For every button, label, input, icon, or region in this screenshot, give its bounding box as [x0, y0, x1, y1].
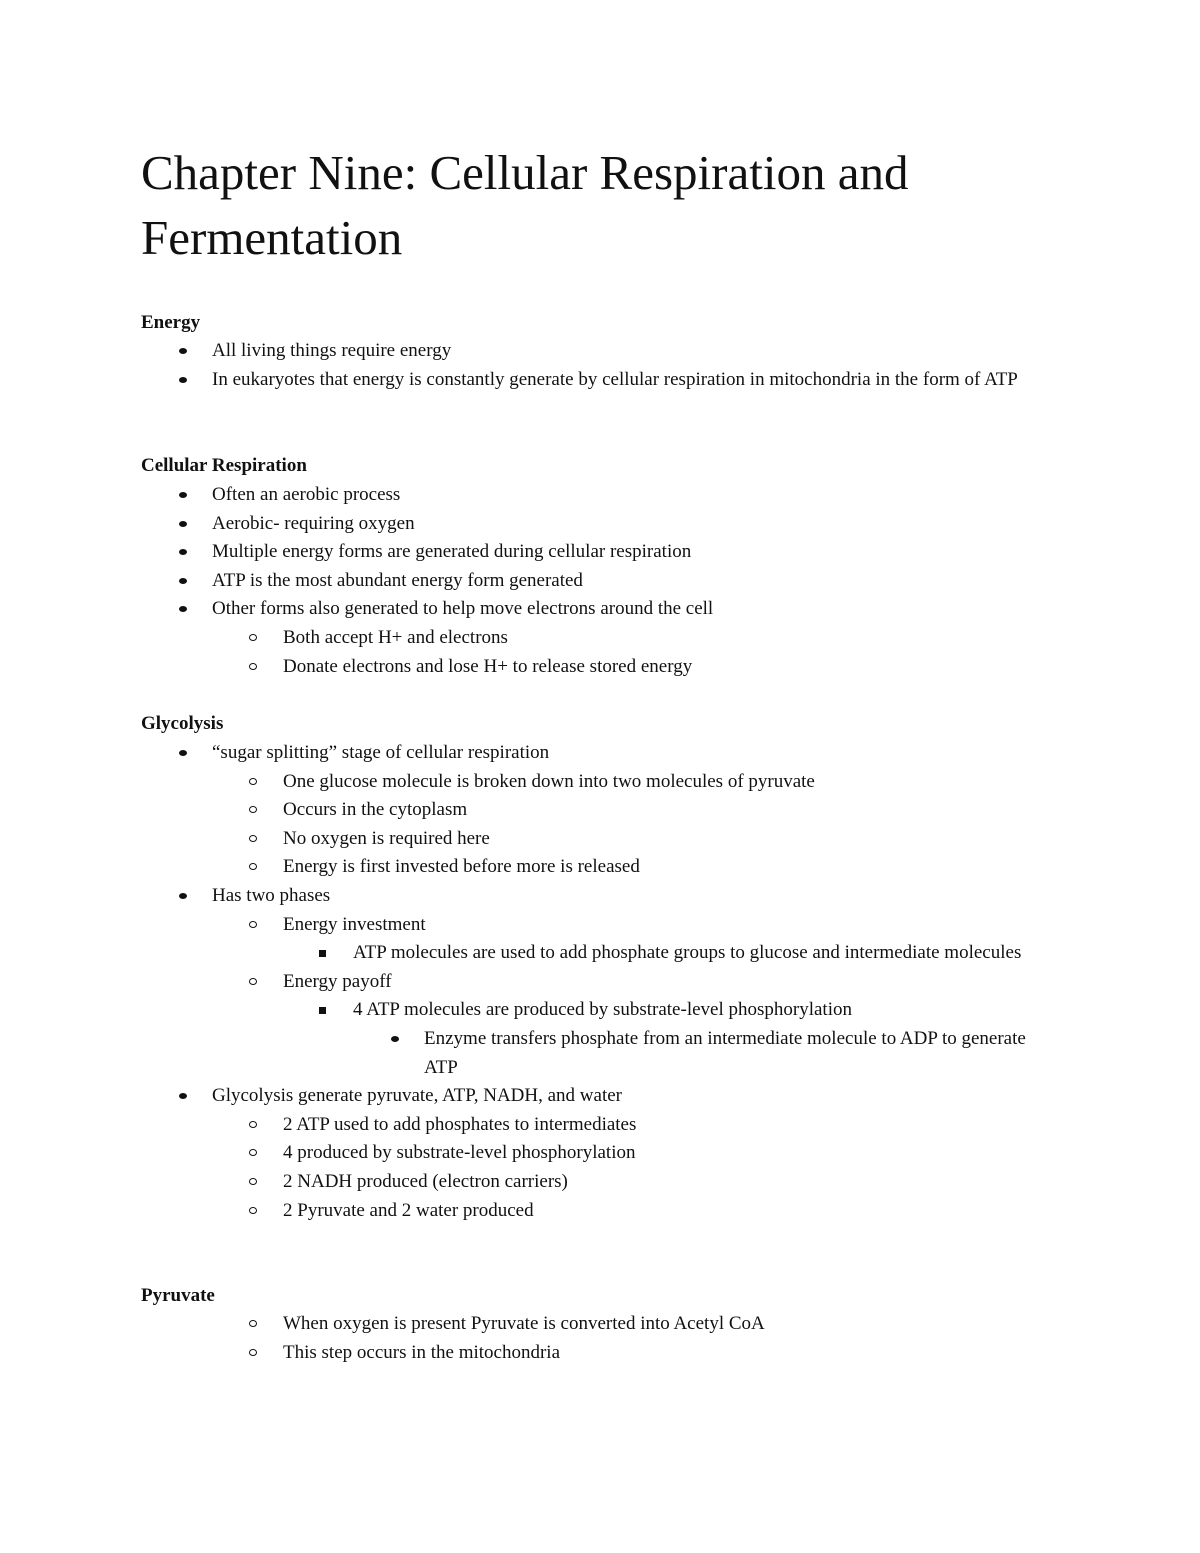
list-item: No oxygen is required here [283, 827, 490, 849]
list-item: Energy investment [283, 913, 426, 935]
list-item: 4 produced by substrate-level phosphorylation [283, 1142, 636, 1164]
list-item: Aerobic- requiring oxygen [212, 512, 415, 534]
pyruvate-list [0, 1310, 1200, 1367]
section-heading-energy: Energy [141, 312, 201, 333]
list-item: Both accept H+ and electrons [283, 626, 508, 648]
list-item: 2 Pyruvate and 2 water produced [283, 1199, 534, 1221]
section-heading-glycolysis: Glycolysis [141, 713, 224, 734]
list-item: When oxygen is present Pyruvate is converted into Acetyl CoA [283, 1313, 765, 1334]
glycolysis-list [0, 739, 1200, 1225]
energy-list [0, 337, 1200, 394]
list-item: Enzyme transfers phosphate from an intermediate molecule to ADP to generate ATP [424, 1027, 1026, 1078]
list-item: Energy is first invested before more is released [283, 856, 640, 878]
list-item: Energy payoff [283, 970, 392, 992]
list-item: Occurs in the cytoplasm [283, 799, 468, 821]
list-item: Other forms also generated to help move electrons around the cell [212, 598, 714, 620]
list-item: 4 ATP molecules are produced by substrate-level phosphorylation [353, 999, 852, 1021]
list-item: In eukaryotes that energy is constantly generate by cellular respiration in mitochondria in the form of ATP [212, 368, 1018, 390]
list-item: Donate electrons and lose H+ to release stored energy [283, 655, 693, 677]
list-item: ATP is the most abundant energy form generated [212, 569, 583, 591]
list-item: Multiple energy forms are generated during cellular respiration [212, 541, 692, 563]
list-item: Glycolysis generate pyruvate, ATP, NADH, and water [212, 1085, 622, 1107]
list-item: “sugar splitting” stage of cellular respiration [212, 742, 550, 763]
section-heading-cellular-respiration: Cellular Respiration [141, 455, 307, 476]
list-item: Often an aerobic process [212, 484, 401, 505]
list-item: 2 NADH produced (electron carriers) [283, 1170, 568, 1192]
list-item: One glucose molecule is broken down into two molecules of pyruvate [283, 770, 815, 792]
list-item: All living things require energy [212, 340, 452, 361]
list-item: ATP molecules are used to add phosphate groups to glucose and intermediate molecules [353, 942, 1022, 964]
list-item: This step occurs in the mitochondria [283, 1341, 561, 1363]
page-title: Chapter Nine: Cellular Respiration and Fermentation [141, 145, 909, 265]
cellular-respiration-list [0, 481, 1200, 681]
list-item: 2 ATP used to add phosphates to intermediates [283, 1113, 637, 1135]
list-item: Has two phases [212, 884, 331, 906]
section-heading-pyruvate: Pyruvate [141, 1285, 215, 1306]
